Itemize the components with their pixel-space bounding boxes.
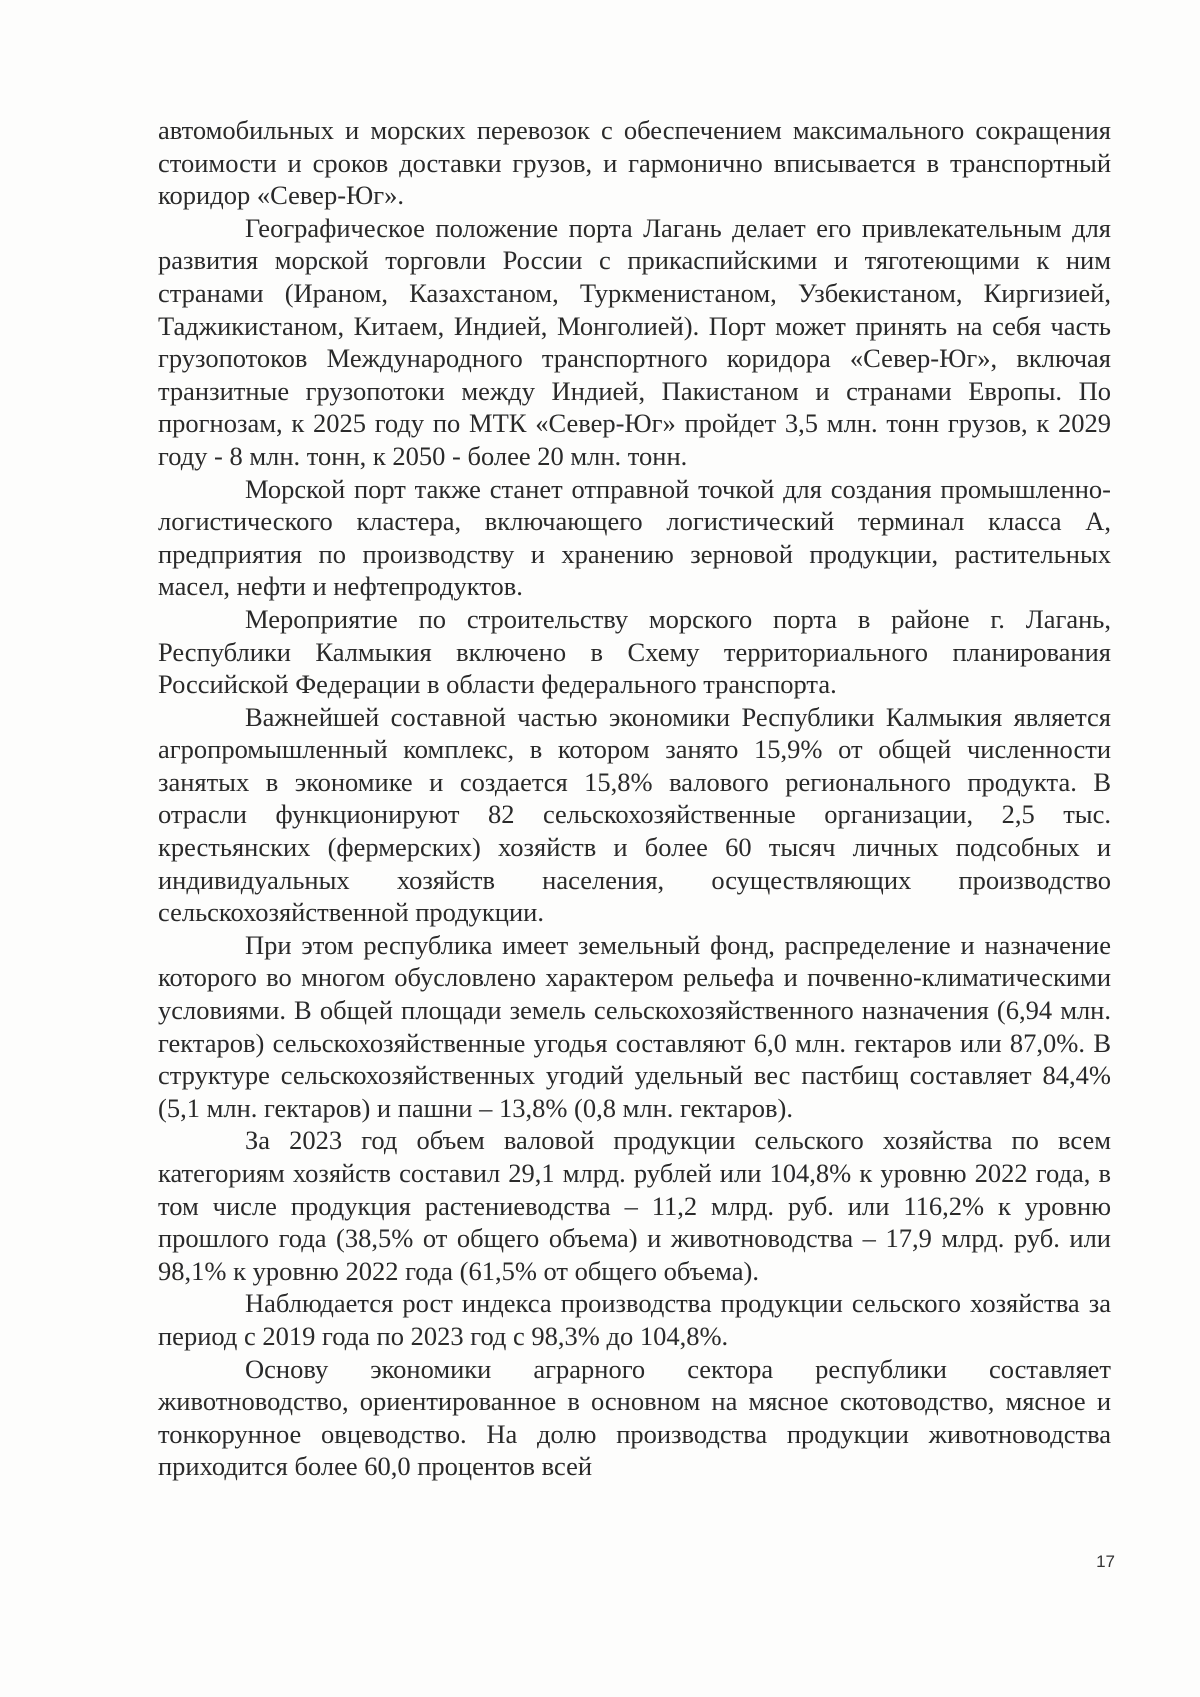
- paragraph-2: Географическое положение порта Лагань делает его привлекательным для развития морской торговли России с прикаспийскими и тяготеющими к ним странами (Ираном, Казахстаном, Туркменистаном, Узбекистаном, Киргизией, Таджикистаном, Китаем, Индией, Монголией). Порт может принять на себя часть грузопотоков Международного транспортного коридора «Север-Юг», включая транзитные грузопотоки между Индией, Пакистаном и странами Европы. По прогнозам, к 2025 году по МТК «Север-Юг» пройдет 3,5 млн. тонн грузов, к 2029 году - 8 млн. тонн, к 2050 - более 20 млн. тонн.: [158, 212, 1111, 471]
- page-number: 17: [1096, 1552, 1115, 1571]
- paragraph-5: Важнейшей составной частью экономики Республики Калмыкия является агропромышленный комплекс, в котором занято 15,9% от общей численности занятых в экономике и создается 15,8% валового регионального продукта. В отрасли функционируют 82 сельскохозяйственные организации, 2,5 тыс. крестьянских (фермерских) хозяйств и более 60 тысяч личных подсобных и индивидуальных хозяйств населения, осуществляющих производство сельскохозяйственной продукции.: [158, 701, 1111, 928]
- paragraph-9: Основу экономики аграрного сектора республики составляет животноводство, ориентированное в основном на мясное скотоводство, мясное и тонкорунное овцеводство. На долю производства продукции животноводства приходится более 60,0 процентов всей: [158, 1353, 1111, 1482]
- paragraph-7: За 2023 год объем валовой продукции сельского хозяйства по всем категориям хозяйств составил 29,1 млрд. рублей или 104,8% к уровню 2022 года, в том числе продукция растениеводства – 11,2 млрд. руб. или 116,2% к уровню прошлого года (38,5% от общего объема) и животноводства – 17,9 млрд. руб. или 98,1% к уровню 2022 года (61,5% от общего объема).: [158, 1125, 1111, 1286]
- paragraph-4: Мероприятие по строительству морского порта в районе г. Лагань, Республики Калмыкия включено в Схему территориального планирования Российской Федерации в области федерального транспорта.: [158, 603, 1111, 700]
- paragraph-6: При этом республика имеет земельный фонд, распределение и назначение которого во многом обусловлено характером рельефа и почвенно-климатическими условиями. В общей площади земель сельскохозяйственного назначения (6,94 млн. гектаров) сельскохозяйственные угодья составляют 6,0 млн. гектаров или 87,0%. В структуре сельскохозяйственных угодий удельный вес пастбищ составляет 84,4% (5,1 млн. гектаров) и пашни – 13,8% (0,8 млн. гектаров).: [158, 929, 1111, 1123]
- paragraph-1: автомобильных и морских перевозок с обеспечением максимального сокращения стоимости и сроков доставки грузов, и гармонично вписывается в транспортный коридор «Север-Юг».: [158, 115, 1111, 211]
- document-body: [158, 114, 1111, 1483]
- paragraph-8: Наблюдается рост индекса производства продукции сельского хозяйства за период с 2019 года по 2023 год с 98,3% до 104,8%.: [158, 1288, 1111, 1351]
- paragraph-3: Морской порт также станет отправной точкой для создания промышленно-логистического кластера, включающего логистический терминал класса А, предприятия по производству и хранению зерновой продукции, растительных масел, нефти и нефтепродуктов.: [158, 473, 1111, 602]
